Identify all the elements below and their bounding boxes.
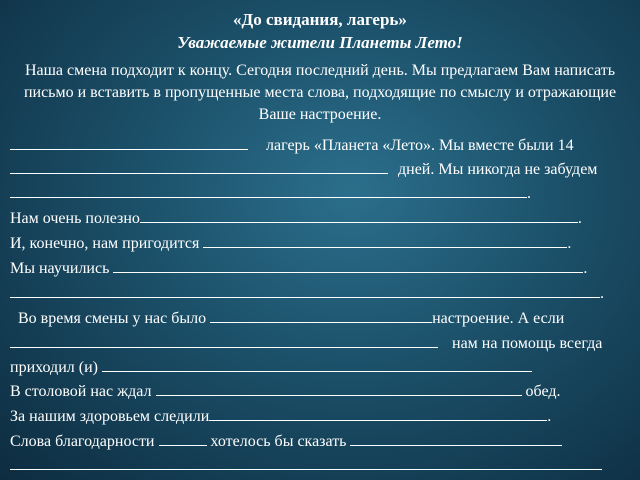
fill-blank[interactable] (209, 405, 547, 421)
line-text: Слова благодарности (10, 433, 155, 450)
line-text: Во время смены у нас было (18, 310, 207, 327)
text-line-6 (10, 257, 587, 279)
fill-blank[interactable] (210, 307, 432, 323)
text-line-7 (10, 282, 604, 304)
line-text: . (567, 235, 572, 252)
fill-blank[interactable] (140, 207, 578, 223)
intro-paragraph: Наша смена подходит к концу. Сегодня последний день. Мы предлагаем Вам написать письмо и вставить в пропущенные места слова, подходящие по смыслу и отражающие Ваше настроение. (23, 62, 617, 123)
text-line-12 (10, 405, 551, 427)
text-line-10 (10, 356, 532, 378)
line-text: . (600, 285, 604, 302)
text-line-8 (18, 307, 564, 329)
text-line-5 (10, 232, 571, 254)
text-line-3 (10, 182, 531, 204)
fill-blank[interactable] (159, 430, 207, 446)
line-text: настроение. А если (432, 310, 565, 327)
line-text: . (577, 210, 582, 227)
line-text: Нам очень полезно (10, 210, 140, 227)
text-line-9 (10, 332, 602, 354)
fill-blank[interactable] (10, 282, 600, 298)
line-text: дней. Мы никогда не забудем (398, 161, 598, 178)
text-line-2 (10, 158, 597, 180)
fill-blank[interactable] (113, 257, 583, 273)
fill-blank[interactable] (156, 380, 522, 396)
letter-title: «До свидания, лагерь» (233, 10, 407, 29)
line-text: В столовой нас ждал (10, 383, 152, 400)
line-text: . (583, 260, 588, 277)
line-text: . (527, 185, 531, 202)
text-line-11 (10, 380, 561, 402)
text-line-13 (10, 430, 562, 452)
line-text: лагерь «Планета «Лето». Мы вместе были 14 (266, 137, 574, 154)
fill-blank[interactable] (10, 332, 438, 348)
fill-blank[interactable] (10, 468, 602, 470)
letter-greeting: Уважаемые жители Планеты Лето! (177, 33, 463, 52)
line-text: За нашим здоровьем следили (10, 408, 210, 425)
line-text: И, конечно, нам пригодится (10, 235, 200, 252)
fill-blank[interactable] (10, 182, 527, 198)
line-text: приходил (и) (10, 359, 98, 376)
line-text: хотелось бы сказать (210, 433, 347, 450)
line-text: . (547, 408, 552, 425)
fill-blank[interactable] (10, 158, 388, 174)
fill-blank[interactable] (350, 430, 562, 446)
fill-blank[interactable] (102, 356, 532, 372)
fill-blank[interactable] (203, 232, 567, 248)
line-text: нам на помощь всегда (452, 335, 603, 352)
text-line-4 (10, 207, 582, 229)
text-line-1 (10, 134, 574, 156)
line-text: обед. (525, 383, 561, 400)
line-text: Мы научились (10, 260, 110, 277)
fill-blank[interactable] (10, 134, 248, 150)
